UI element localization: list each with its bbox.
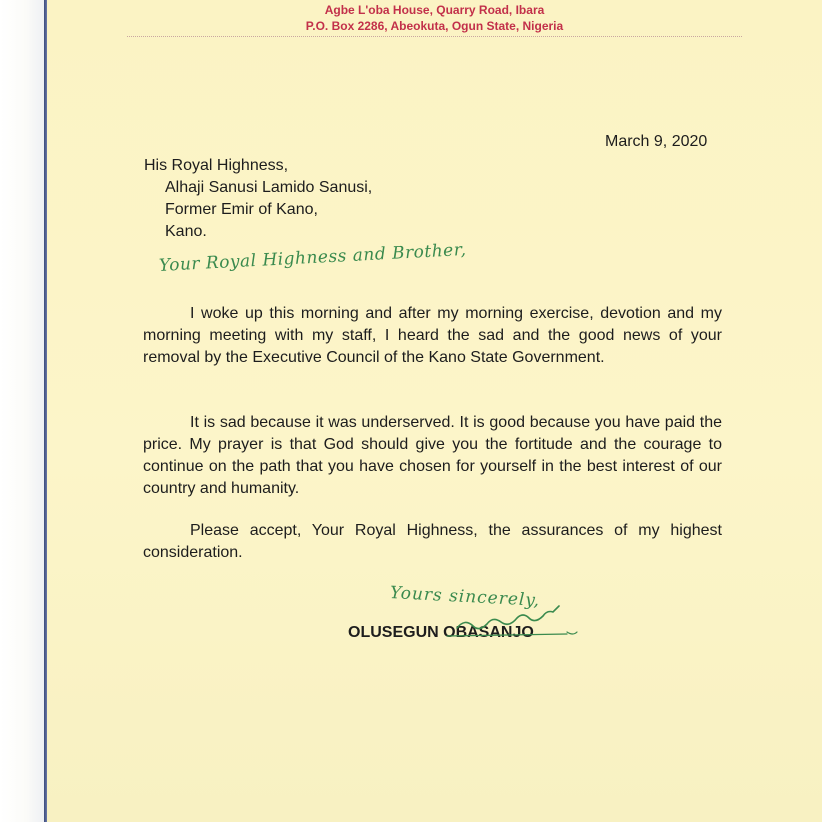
letter-page — [47, 0, 822, 822]
recipient-line: His Royal Highness, — [144, 157, 289, 174]
handwritten-signature — [47, 0, 822, 822]
handwritten-salutation: Your Royal Highness and Brother, — [158, 239, 467, 276]
recipient-line: Former Emir of Kano, — [165, 201, 318, 218]
letterhead-address-line1: Agbe L'oba House, Quarry Road, Ibara — [324, 3, 545, 17]
signer-name: OLUSEGUN OBASANJO — [348, 624, 534, 641]
handwritten-closing: Yours sincerely, — [389, 583, 541, 611]
letterhead-address-line2: P.O. Box 2286, Abeokuta, Ogun State, Nigeria — [305, 19, 564, 33]
recipient-line: Kano. — [165, 223, 207, 240]
body-paragraph-text: Please accept, Your Royal Highness, the assurances of my highest consideration. — [143, 522, 722, 561]
letterhead-divider — [127, 36, 742, 37]
body-paragraph — [143, 520, 722, 564]
body-paragraph-text: It is sad because it was underserved. It is good because you have paid the price. My prayer is that God should give you the fortitude and the courage to continue on the path that you have chosen for yourself in the best interest of our country and humanity. — [143, 414, 722, 497]
body-paragraph — [143, 303, 722, 369]
body-paragraph-text: I woke up this morning and after my morning exercise, devotion and my morning meeting with my staff, I heard the sad and the good news of your removal by the Executive Council of the Kano State Government. — [143, 305, 722, 366]
recipient-line: Alhaji Sanusi Lamido Sanusi, — [165, 179, 373, 196]
body-paragraph — [143, 412, 722, 500]
scan-margin — [0, 0, 44, 822]
letter-date: March 9, 2020 — [605, 133, 708, 150]
